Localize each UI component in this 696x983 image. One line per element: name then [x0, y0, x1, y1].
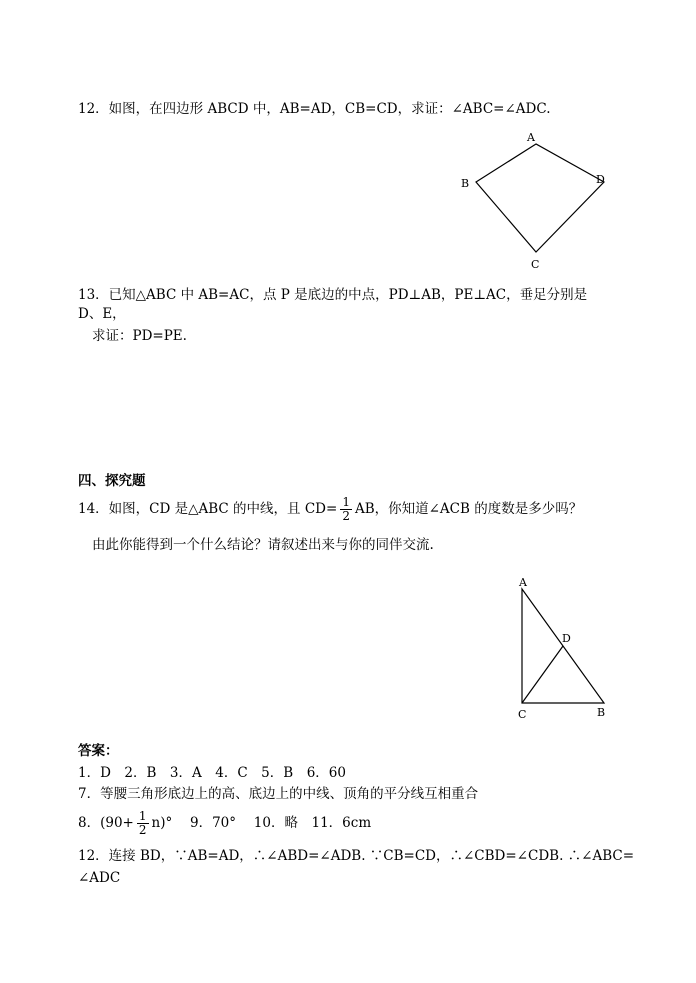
answers-line1: 1．D 2．B 3．A 4．C 5．B 6．60 — [78, 765, 346, 781]
section-title: 四、探究题 — [78, 473, 146, 489]
q14-label-b: B — [597, 706, 606, 719]
q14-label-d: D — [562, 632, 571, 645]
answers-frac-num: 1 — [138, 809, 147, 823]
answers-line3-after: n)° 9．70° 10．略 11．6cm — [151, 815, 372, 831]
q13-line3: 求证：PD=PE. — [92, 328, 187, 344]
q14-line1-before: 14．如图，CD 是△ABC 的中线，且 CD= — [78, 501, 338, 517]
q14-label-c: C — [518, 708, 527, 721]
q14-label-a: A — [519, 576, 527, 589]
q13-line1: 13．已知△ABC 中 AB=AC，点 P 是底边的中点，PD⊥AB，PE⊥AC，垂足分别是 — [78, 287, 588, 303]
q12-label-c: C — [531, 258, 540, 271]
q12-label-b: B — [461, 177, 470, 190]
q13-line2: D、E， — [78, 306, 126, 322]
answers-line3-before: 8．(90+ — [78, 815, 134, 831]
answers-line5: ∠ADC — [78, 870, 121, 886]
q14-median-cd — [522, 646, 563, 703]
answers-line4: 12．连接 BD，∵AB=AD，∴∠ABD=∠ADB. ∵CB=CD，∴∠CBD=∠CDB. ∴∠ABC= — [78, 848, 635, 864]
q14-frac-num: 1 — [342, 495, 350, 509]
q12-label-a: A — [527, 131, 535, 144]
q12-text: 12．如图，在四边形 ABCD 中，AB=AD，CB=CD，求证：∠ABC=∠ADC. — [78, 101, 551, 117]
q14-frac-den: 2 — [342, 509, 350, 523]
answers-frac-den: 2 — [138, 823, 147, 837]
answers-title: 答案： — [78, 743, 119, 759]
answers-line2: 7．等腰三角形底边上的高、底边上的中线、顶角的平分线互相重合 — [78, 786, 479, 802]
q14-line1-after: AB，你知道∠ACB 的度数是多少吗？ — [354, 501, 583, 517]
answers-line3 — [78, 808, 371, 838]
q12-label-d: D — [596, 173, 605, 186]
q14-line2: 由此你能得到一个什么结论？请叙述出来与你的同伴交流. — [92, 537, 434, 553]
answers-fraction — [137, 810, 149, 837]
